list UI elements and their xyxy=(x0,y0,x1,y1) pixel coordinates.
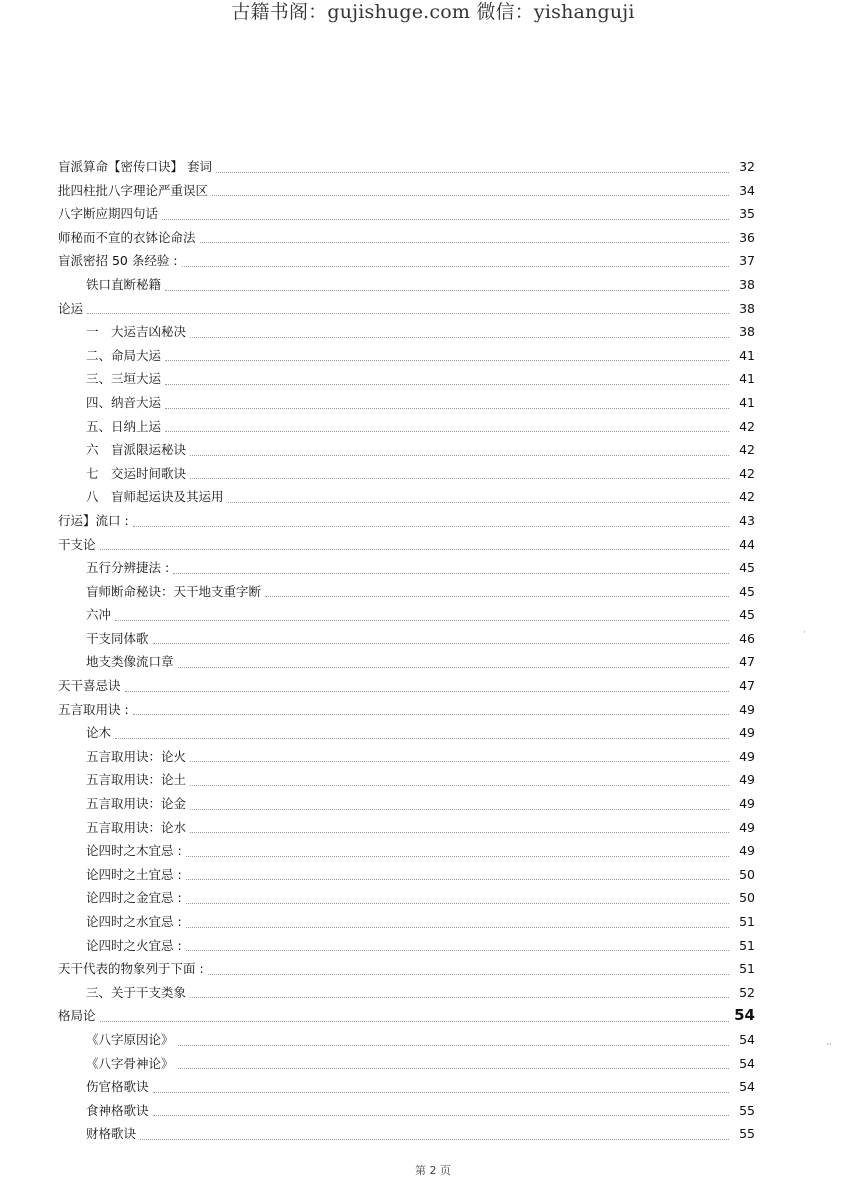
toc-entry-page-number: 35 xyxy=(739,206,755,222)
table-of-contents xyxy=(58,155,755,1146)
toc-entry-page-number: 47 xyxy=(739,654,755,670)
toc-entry[interactable] xyxy=(58,721,755,745)
toc-entry-page-number: 51 xyxy=(739,914,755,929)
toc-entry-page-number: 32 xyxy=(739,159,755,174)
toc-entry-page-number: 50 xyxy=(739,890,755,906)
toc-entry-title: 五、日纳上运 xyxy=(86,418,162,434)
dot-leader xyxy=(100,1020,729,1022)
toc-entry-title: 论木 xyxy=(86,725,112,741)
toc-entry-title: 五言取用诀：论火 xyxy=(86,748,187,764)
toc-entry-page-number: 38 xyxy=(739,324,755,340)
toc-entry-title: 三、三垣大运 xyxy=(86,371,162,387)
toc-entry-page-number: 50 xyxy=(739,866,755,882)
toc-entry-page-number: 49 xyxy=(739,748,755,764)
toc-entry-title: 批四柱批八字理论严重误区 xyxy=(58,182,209,198)
dot-leader xyxy=(208,973,729,975)
toc-entry[interactable] xyxy=(58,1099,755,1123)
toc-entry[interactable] xyxy=(58,249,755,273)
toc-entry[interactable] xyxy=(58,910,755,934)
toc-entry-title: 论运 xyxy=(58,300,84,316)
dot-leader xyxy=(162,218,729,220)
toc-entry-page-number: 47 xyxy=(739,678,755,694)
toc-entry-title: 师秘而不宣的衣钵论命法 xyxy=(58,229,196,245)
toc-entry[interactable] xyxy=(58,533,755,557)
toc-entry[interactable] xyxy=(58,603,755,627)
dot-leader xyxy=(186,878,729,880)
dot-leader xyxy=(178,1044,729,1046)
toc-entry-title: 伤官格歌诀 xyxy=(86,1079,149,1095)
toc-entry[interactable] xyxy=(58,934,755,958)
toc-entry-title: 五行分辨捷法 : xyxy=(86,560,170,576)
toc-entry-title: 盲派算命【密传口诀】 套词 xyxy=(58,159,212,174)
toc-entry-title: 铁口直断秘籍 xyxy=(86,276,162,292)
dot-leader xyxy=(190,477,729,479)
toc-entry-page-number: 54 xyxy=(734,1006,755,1025)
toc-entry-page-number: 45 xyxy=(739,560,755,576)
toc-entry[interactable] xyxy=(58,367,755,391)
toc-entry-page-number: 46 xyxy=(739,630,755,646)
toc-entry[interactable] xyxy=(58,627,755,651)
toc-entry-title: 四、纳音大运 xyxy=(86,394,162,410)
toc-entry[interactable] xyxy=(58,391,755,415)
toc-entry[interactable] xyxy=(58,438,755,462)
dot-leader xyxy=(165,407,729,409)
toc-entry-title: 论四时之木宜忌 : xyxy=(86,843,182,859)
toc-entry[interactable] xyxy=(58,768,755,792)
toc-entry-title: 论四时之金宜忌 : xyxy=(86,890,182,906)
toc-entry-title: 二、命局大运 xyxy=(86,347,162,363)
dot-leader xyxy=(100,548,729,550)
toc-entry-title: 天干代表的物象列于下面 : xyxy=(58,961,204,977)
toc-entry[interactable] xyxy=(58,1004,755,1028)
dot-leader xyxy=(186,949,729,951)
toc-entry-title: 盲师断命秘诀：天干地支重字断 xyxy=(86,583,262,599)
toc-entry-page-number: 45 xyxy=(739,583,755,599)
toc-entry[interactable] xyxy=(58,792,755,816)
toc-entry-title: 五言取用诀：论水 xyxy=(86,819,187,835)
toc-entry-page-number: 51 xyxy=(739,937,755,953)
toc-entry[interactable] xyxy=(58,297,755,321)
toc-entry-title: 七 交运时间歌诀 xyxy=(86,465,187,481)
dot-leader xyxy=(178,1067,729,1069)
toc-entry[interactable] xyxy=(58,179,755,203)
toc-entry-title: 财格歌诀 xyxy=(86,1126,137,1142)
toc-entry-title: 论四时之火宜忌 : xyxy=(86,937,182,953)
dot-leader xyxy=(216,171,729,173)
toc-entry-page-number: 41 xyxy=(739,394,755,410)
toc-entry-page-number: 52 xyxy=(739,984,755,1000)
toc-entry-page-number: 49 xyxy=(739,843,755,859)
dot-leader xyxy=(182,265,729,267)
toc-entry-page-number: 42 xyxy=(739,465,755,481)
dot-leader xyxy=(165,359,729,361)
toc-entry[interactable] xyxy=(58,1028,755,1052)
dot-leader xyxy=(200,241,729,243)
toc-entry-title: 八字断应期四句话 xyxy=(58,206,159,222)
toc-entry-page-number: 37 xyxy=(739,253,755,269)
dot-leader xyxy=(265,595,729,597)
toc-entry[interactable] xyxy=(58,273,755,297)
toc-entry-title: 一 大运吉凶秘决 xyxy=(86,324,187,340)
toc-entry[interactable] xyxy=(58,1075,755,1099)
dot-leader xyxy=(190,808,729,810)
toc-entry[interactable] xyxy=(58,320,755,344)
toc-entry[interactable] xyxy=(58,155,755,179)
toc-entry[interactable] xyxy=(58,485,755,509)
toc-entry-page-number: 42 xyxy=(739,418,755,434)
dot-leader xyxy=(153,642,729,644)
toc-entry-title: 盲派密招 50 条经验 : xyxy=(58,253,178,269)
toc-entry-page-number: 49 xyxy=(739,772,755,788)
toc-entry-title: 论四时之土宜忌 : xyxy=(86,866,182,882)
toc-entry[interactable] xyxy=(58,981,755,1005)
toc-entry-page-number: 38 xyxy=(739,276,755,292)
dot-leader xyxy=(125,690,729,692)
toc-entry-title: 五言取用诀：论土 xyxy=(86,772,187,788)
dot-leader xyxy=(153,1091,729,1093)
toc-entry[interactable] xyxy=(58,226,755,250)
toc-entry[interactable] xyxy=(58,462,755,486)
toc-entry-title: 天干喜忌诀 xyxy=(58,678,121,694)
toc-entry-page-number: 43 xyxy=(739,512,755,528)
dot-leader xyxy=(190,336,729,338)
dot-leader xyxy=(153,1114,729,1116)
toc-entry[interactable] xyxy=(58,580,755,604)
toc-entry-page-number: 41 xyxy=(739,347,755,363)
dot-leader xyxy=(115,737,729,739)
toc-entry[interactable] xyxy=(58,957,755,981)
dot-leader xyxy=(133,713,729,715)
toc-entry-title: 格局论 xyxy=(58,1008,96,1024)
toc-entry-title: 行运】流口 : xyxy=(58,512,129,528)
toc-entry-page-number: 49 xyxy=(739,725,755,741)
page-number-footer: 第 2 页 xyxy=(415,1164,451,1177)
dot-leader xyxy=(190,760,729,762)
toc-entry-page-number: 36 xyxy=(739,229,755,245)
toc-entry-title: 六 盲派限运秘诀 xyxy=(86,442,187,458)
toc-entry[interactable] xyxy=(58,886,755,910)
toc-entry-page-number: 49 xyxy=(739,819,755,835)
dot-leader xyxy=(212,194,729,196)
dot-leader xyxy=(87,312,729,314)
toc-entry-page-number: 54 xyxy=(739,1079,755,1095)
toc-entry-title: 食神格歌诀 xyxy=(86,1102,149,1118)
dot-leader xyxy=(186,926,729,928)
toc-entry[interactable] xyxy=(58,344,755,368)
toc-entry-title: 干支论 xyxy=(58,536,96,552)
toc-entry-page-number: 44 xyxy=(739,536,755,552)
toc-entry-page-number: 42 xyxy=(739,489,755,505)
toc-entry-page-number: 55 xyxy=(739,1126,755,1142)
toc-entry[interactable] xyxy=(58,698,755,722)
toc-entry[interactable] xyxy=(58,1122,755,1146)
toc-entry-title: 三、关于干支类象 xyxy=(86,984,187,1000)
toc-entry-title: 《八字原因论》 xyxy=(86,1031,174,1047)
toc-entry-page-number: 51 xyxy=(739,961,755,977)
dot-leader xyxy=(228,501,729,503)
toc-entry-title: 地支类像流口章 xyxy=(86,654,174,670)
toc-entry-page-number: 42 xyxy=(739,442,755,458)
toc-entry[interactable] xyxy=(58,415,755,439)
toc-entry-title: 《八字骨神论》 xyxy=(86,1055,174,1071)
toc-entry[interactable] xyxy=(58,816,755,840)
toc-entry-title: 六冲 xyxy=(86,607,112,623)
watermark-header: 古籍书阁：gujishuge.com 微信：yishanguji xyxy=(231,1,635,23)
dot-leader xyxy=(133,525,729,527)
toc-entry-page-number: 34 xyxy=(739,182,755,198)
toc-entry[interactable] xyxy=(58,745,755,769)
dot-leader xyxy=(178,666,729,668)
toc-entry-page-number: 54 xyxy=(739,1055,755,1071)
toc-entry[interactable] xyxy=(58,202,755,226)
toc-entry-title: 五言取用诀 : xyxy=(58,701,129,717)
toc-entry[interactable] xyxy=(58,509,755,533)
toc-entry-title: 干支同体歌 xyxy=(86,630,149,646)
toc-entry-title: 八 盲师起运诀及其运用 xyxy=(86,489,224,505)
dot-leader xyxy=(165,430,729,432)
toc-entry-page-number: 38 xyxy=(739,300,755,316)
toc-entry[interactable] xyxy=(58,863,755,887)
dot-leader xyxy=(190,454,729,456)
dot-leader xyxy=(115,619,729,621)
toc-entry-page-number: 45 xyxy=(739,607,755,623)
dot-leader xyxy=(165,383,729,385)
dot-leader xyxy=(190,831,729,833)
dot-leader xyxy=(165,289,729,291)
toc-entry[interactable] xyxy=(58,1052,755,1076)
toc-entry-page-number: 41 xyxy=(739,371,755,387)
toc-entry[interactable] xyxy=(58,556,755,580)
toc-entry-title: 五言取用诀：论金 xyxy=(86,796,187,812)
scan-speck: · xyxy=(803,628,806,638)
dot-leader xyxy=(190,996,729,998)
toc-entry[interactable] xyxy=(58,839,755,863)
toc-entry[interactable] xyxy=(58,650,755,674)
dot-leader xyxy=(186,855,729,857)
toc-entry-page-number: 49 xyxy=(739,796,755,812)
dot-leader xyxy=(173,572,729,574)
dot-leader xyxy=(186,902,729,904)
toc-entry-page-number: 54 xyxy=(739,1031,755,1047)
toc-entry-title: 论四时之水宜忌 : xyxy=(86,914,182,929)
dot-leader xyxy=(140,1138,729,1140)
toc-entry-page-number: 49 xyxy=(739,701,755,717)
dot-leader xyxy=(190,784,729,786)
toc-entry[interactable] xyxy=(58,674,755,698)
toc-entry-page-number: 55 xyxy=(739,1102,755,1118)
scan-speck: ·· xyxy=(826,1040,832,1050)
